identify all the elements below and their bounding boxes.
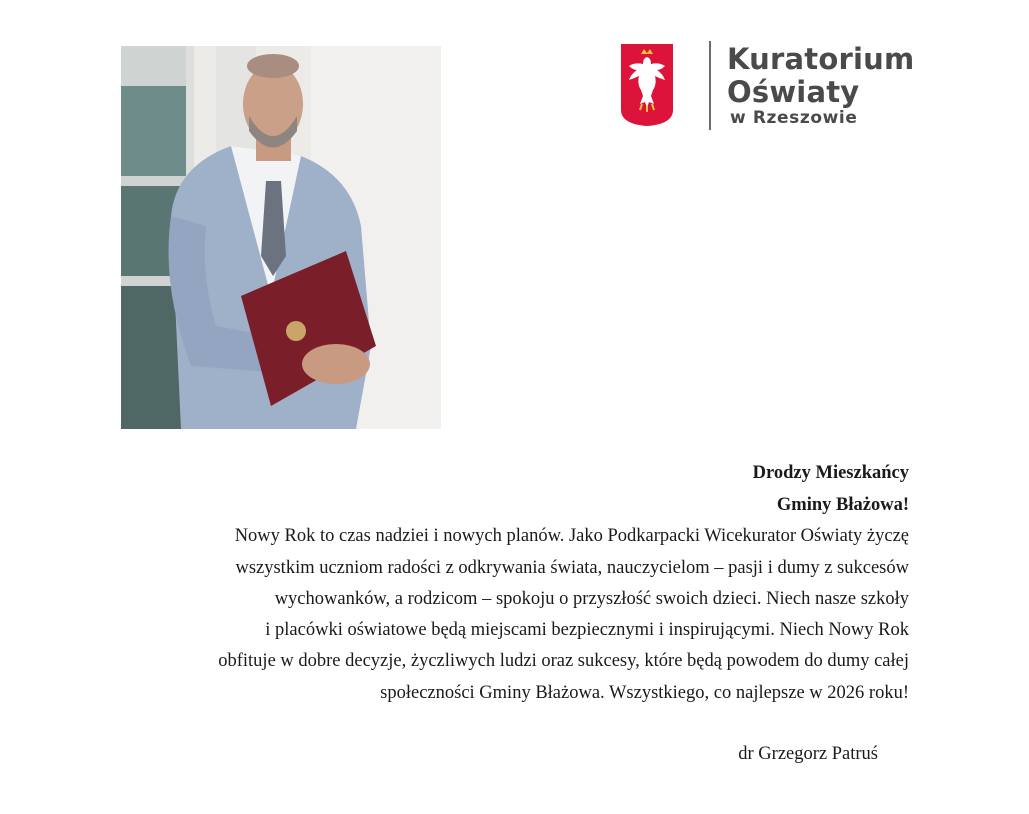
portrait-photo-drawing bbox=[121, 46, 441, 429]
letter-body-line: i placówki oświatowe będą miejscami bezpiecznymi i inspirującymi. Niech Nowy Rok bbox=[265, 620, 909, 640]
letter-body-line: Nowy Rok to czas nadziei i nowych planów. Jako Podkarpacki Wicekurator Oświaty życzę bbox=[234, 526, 909, 546]
letter-body-line: wychowanków, a rodzicom – spokoju o przyszłość swoich dzieci. Niech nasze szkoły bbox=[274, 589, 909, 609]
logo-divider bbox=[709, 41, 711, 130]
logo-title-line1: Kuratorium bbox=[727, 42, 915, 76]
greeting-line-1: Drodzy Mieszkańcy bbox=[752, 463, 909, 483]
greeting-line-2: Gminy Błażowa! bbox=[776, 495, 909, 515]
signature: dr Grzegorz Patruś bbox=[738, 744, 878, 764]
portrait-photo bbox=[121, 46, 441, 429]
kuratorium-logo bbox=[620, 40, 920, 132]
letter-body-line: obfituje w dobre decyzje, życzliwych ludzi oraz sukcesy, które będą powodem do dumy całej bbox=[218, 651, 909, 671]
polish-eagle-emblem-icon bbox=[621, 44, 673, 126]
logo-title-line2: Oświaty bbox=[727, 75, 860, 109]
logo-title-line3: w Rzeszowie bbox=[730, 108, 858, 128]
letter-body-line: wszystkim uczniom radości z odkrywania świata, nauczycielom – pasji i dumy z sukcesów bbox=[235, 558, 909, 578]
letter-body-line: społeczności Gminy Błażowa. Wszystkiego, co najlepsze w 2026 roku! bbox=[380, 683, 909, 703]
